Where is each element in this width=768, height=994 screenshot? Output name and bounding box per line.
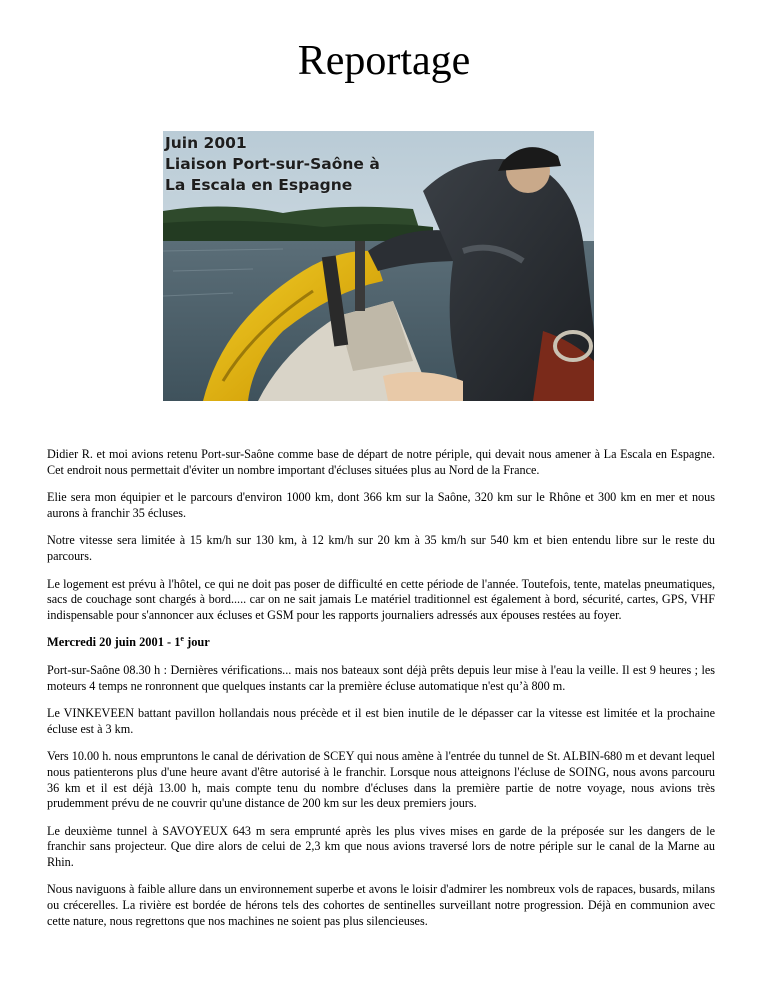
paragraph: Nous naviguons à faible allure dans un environnement superbe et avons le loisir d'admirer les nombreux vols de rapaces, busards, milans ou crécerelles. La rivière est bordée de hérons tels des cohortes de sentinelles surveillant notre progression. Déjà en communion avec cette nature, nous regrettons que nos machines ne soient pas plus silencieuses. [47,882,715,928]
paragraph: Le VINKEVEEN battant pavillon hollandais nous précède et il est bien inutile de le dépasser car la vitesse est limitée et la prochaine écluse est à 3 km. [47,706,715,736]
paragraph: Le logement est prévu à l'hôtel, ce qui ne doit pas poser de difficulté en cette période de l'année. Toutefois, tente, matelas pneumatiques, sacs de couchage sont chargés à bord..... car on ne sait jamais Le matériel traditionnel est également à bord, sécurité, cartes, GPS, VHF indispensable pour s'annoncer aux écluses et GSM pour les rapports journaliers adressés aux épouses restées au foyer. [47,576,715,622]
day-heading-suffix: jour [183,635,210,650]
photo-caption [165,133,380,196]
paragraph: Vers 10.00 h. nous empruntons le canal de dérivation de SCEY qui nous amène à l'entrée du tunnel de St. ALBIN-680 m et devant lequel nous patienterons plus d'une heure avant d'être autorisé à le franchir. Lorsque nous atteignons l'écluse de SOING, nous avons parcouru 36 km et il est déjà 13.00 h, mais compte tenu du nombre d'écluses dans la première partie de notre voyage, nous avions très prudemment prévu de ne couvrir qu'une distance de 200 km sur les deux premiers jours. [47,749,715,811]
paragraph: Didier R. et moi avions retenu Port-sur-Saône comme base de départ de notre périple, qui devait nous amener à La Escala en Espagne. Cet endroit nous permettait d'éviter un nombre important d'écluses situées plus au Nord de la France. [47,447,715,477]
page-title: Reportage [297,38,471,84]
caption-line: La Escala en Espagne [165,176,353,194]
paragraph: Notre vitesse sera limitée à 15 km/h sur 130 km, à 12 km/h sur 20 km à 35 km/h sur 540 km et bien entendu libre sur le reste du parcours. [47,533,715,563]
day-heading [47,635,715,651]
caption-line: Liaison Port-sur-Saône à [165,155,380,173]
day-heading-sup: e [180,634,184,644]
boat-photo [163,131,594,401]
article-body [47,447,715,941]
day-heading-text: Mercredi 20 juin 2001 - 1 [47,635,181,650]
paragraph: Elie sera mon équipier et le parcours d'environ 1000 km, dont 366 km sur la Saône, 320 km sur le Rhône et 300 km en mer et nous aurons à franchir 35 écluses. [47,490,715,520]
paragraph: Port-sur-Saône 08.30 h : Dernières vérifications... mais nos bateaux sont déjà prêts depuis leur mise à l'eau la veille. Il est 9 heures ; les moteurs 4 temps ne ronronnent que quelques instants car la première écluse automatique n'est qu’à 800 m. [47,662,715,693]
caption-line: Juin 2001 [165,134,247,152]
paragraph: Le deuxième tunnel à SAVOYEUX 643 m sera emprunté après les plus vives mises en garde de la préposée sur les dangers de le franchir sans projecteur. Que dire alors de celui de 2,3 km que nous avions traversé lors de notre périple sur le canal de la Marne au Rhin. [47,823,715,869]
